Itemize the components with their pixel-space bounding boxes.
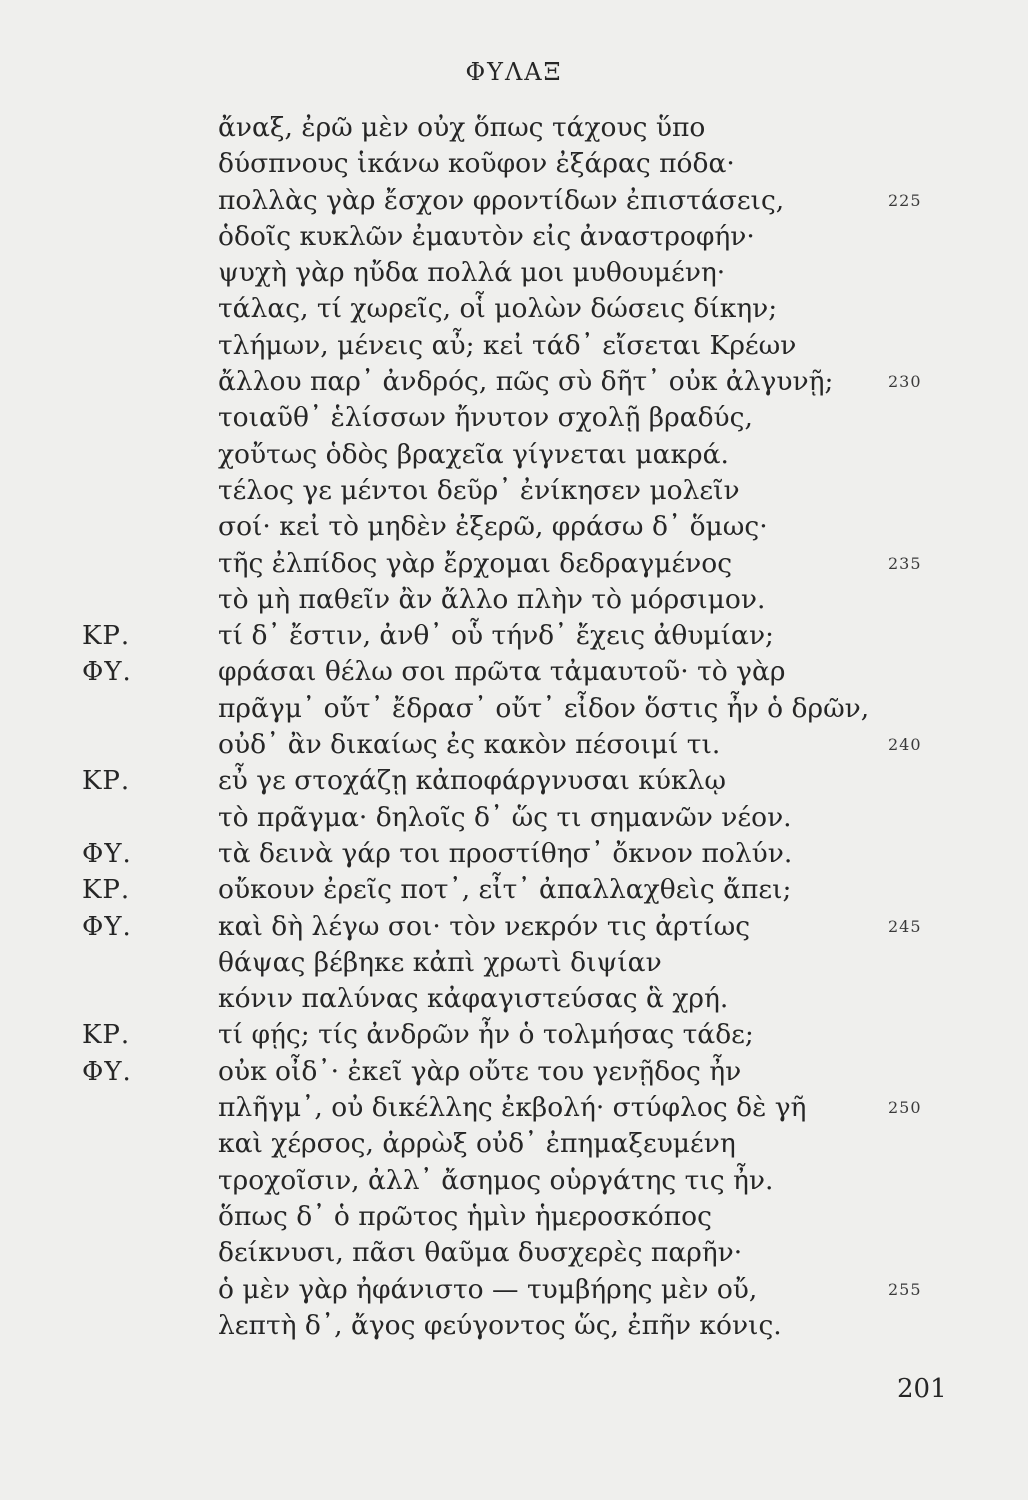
- speaker-label: ΚΡ.: [82, 1020, 131, 1051]
- verse-text: κόνιν παλύνας κἀφαγιστεύσας ἃ χρή.: [218, 983, 729, 1015]
- line-number: 230: [888, 372, 922, 392]
- verse-text: ἄλλου παρ᾽ ἀνδρός, πῶς σὺ δῆτ᾽ οὐκ ἀλγυνῇ;: [218, 366, 834, 398]
- verse-line: [0, 1017, 1028, 1053]
- verse-text: πλῆγμ᾽, οὐ δικέλλης ἐκβολή· στύφλος δὲ γῆ: [218, 1092, 807, 1124]
- verse-text: ψυχὴ γὰρ ηὔδα πολλά μοι μυθουμένη·: [218, 257, 726, 289]
- verse-text: τέλος γε μέντοι δεῦρ᾽ ἐνίκησεν μολεῖν: [218, 474, 740, 506]
- verse-line: [0, 1235, 1028, 1271]
- verse-line: [0, 1199, 1028, 1235]
- verse-line: [0, 582, 1028, 618]
- verse-text: τάλας, τί χωρεῖς, οἷ μολὼν δώσεις δίκην;: [218, 293, 778, 325]
- verse-line: [0, 291, 1028, 327]
- verse-line: [0, 255, 1028, 291]
- verse-line: [0, 146, 1028, 182]
- verse-text: ὅπως δ᾽ ὁ πρῶτος ἡμὶν ἡμεροσκόπος: [218, 1200, 712, 1232]
- verse-text: τῆς ἐλπίδος γὰρ ἔρχομαι δεδραγμένος: [218, 547, 733, 579]
- verse-text: δύσπνους ἱκάνω κοῦφον ἐξάρας πόδα·: [218, 148, 735, 180]
- verse-text: δείκνυσι, πᾶσι θαῦμα δυσχερὲς παρῆν·: [218, 1237, 743, 1269]
- verse-text: πολλὰς γὰρ ἔσχον φροντίδων ἐπιστάσεις,: [218, 184, 785, 216]
- verse-line: [0, 691, 1028, 727]
- line-number: 250: [888, 1098, 922, 1118]
- verse-line: [0, 727, 1028, 763]
- verse-line: [0, 1272, 1028, 1308]
- verse-text: οὐκ οἶδ᾽· ἐκεῖ γὰρ οὔτε του γενῇδος ἦν: [218, 1055, 742, 1087]
- verse-text: ἄναξ, ἐρῶ μὲν οὐχ ὅπως τάχους ὕπο: [218, 112, 706, 143]
- verse-line: [0, 1126, 1028, 1162]
- verse-line: [0, 473, 1028, 509]
- verse-line: [0, 400, 1028, 436]
- verse-text: φράσαι θέλω σοι πρῶτα τἀμαυτοῦ· τὸ γὰρ: [218, 656, 786, 688]
- verse-text: ὁ μὲν γὰρ ἠφάνιστο — τυμβήρης μὲν οὔ,: [218, 1273, 758, 1305]
- verse-line: [0, 219, 1028, 255]
- verse-text: σοί· κεἰ τὸ μηδὲν ἐξερῶ, φράσω δ᾽ ὅμως·: [218, 511, 768, 543]
- line-number: 235: [888, 553, 922, 573]
- verse-line: [0, 654, 1028, 690]
- verse-text: τὰ δεινὰ γάρ τοι προστίθησ᾽ ὄκνον πολύν.: [218, 837, 793, 869]
- verse-text: πρᾶγμ᾽ οὔτ᾽ ἔδρασ᾽ οὔτ᾽ εἶδον ὅστις ἦν ὁ δρῶν,: [218, 692, 870, 724]
- running-header: ΦΥΛΑΞ: [465, 58, 563, 86]
- speaker-label: ΚΡ.: [82, 766, 131, 797]
- verse-text: τροχοῖσιν, ἀλλ᾽ ἄσημος οὑργάτης τις ἦν.: [218, 1164, 774, 1196]
- verse-text: οὔκουν ἐρεῖς ποτ᾽, εἶτ᾽ ἀπαλλαχθεὶς ἄπει;: [218, 874, 792, 906]
- verse-line: [0, 872, 1028, 908]
- verse-text: οὐδ᾽ ἂν δικαίως ἐς κακὸν πέσοιμί τι.: [218, 729, 721, 761]
- line-number: 240: [888, 735, 922, 755]
- verse-text: θάψας βέβηκε κἀπὶ χρωτὶ διψίαν: [218, 946, 662, 978]
- verse-text: καὶ δὴ λέγω σοι· τὸν νεκρόν τις ἀρτίως: [218, 910, 751, 942]
- verse-line: [0, 1163, 1028, 1199]
- verse-line: [0, 509, 1028, 545]
- verse-line: [0, 836, 1028, 872]
- verse-line: [0, 981, 1028, 1017]
- verse-text: καὶ χέρσος, ἀρρὼξ οὐδ᾽ ἐπημαξευμένη: [218, 1128, 736, 1160]
- speaker-label: ΦΥ.: [82, 657, 132, 688]
- verse-text: εὖ γε στοχάζῃ κἀποφάργνυσαι κύκλῳ: [218, 765, 726, 797]
- verse-line: [0, 183, 1028, 219]
- verse-text: τί δ᾽ ἔστιν, ἀνθ᾽ οὗ τήνδ᾽ ἔχεις ἀθυμίαν;: [218, 620, 774, 652]
- verse-line: [0, 1054, 1028, 1090]
- verse-text: λεπτὴ δ᾽, ἄγος φεύγοντος ὥς, ἐπῆν κόνις.: [218, 1309, 782, 1341]
- verse-text: τὸ πρᾶγμα· δηλοῖς δ᾽ ὥς τι σημανῶν νέον.: [218, 801, 792, 833]
- verse-line: [0, 763, 1028, 799]
- verse-text: τλήμων, μένεις αὖ; κεἰ τάδ᾽ εἴσεται Κρέων: [218, 329, 797, 361]
- verse-text: ὁδοῖς κυκλῶν ἐμαυτὸν εἰς ἀναστροφήν·: [218, 220, 755, 252]
- verse-line: [0, 110, 1028, 146]
- verse-line: [0, 945, 1028, 981]
- verse-text: χοὔτως ὁδὸς βραχεῖα γίγνεται μακρά.: [218, 438, 729, 470]
- verse-text: τὸ μὴ παθεῖν ἂν ἄλλο πλὴν τὸ μόρσιμον.: [218, 583, 766, 615]
- verse-line: [0, 909, 1028, 945]
- verse-line: [0, 800, 1028, 836]
- line-number: 255: [888, 1279, 922, 1299]
- verse-line: [0, 1090, 1028, 1126]
- verse-line: [0, 546, 1028, 582]
- verse-line: [0, 1308, 1028, 1344]
- line-number: 245: [888, 916, 922, 936]
- speaker-label: ΦΥ.: [82, 838, 132, 869]
- verse-line: [0, 618, 1028, 654]
- verse-text: τί φῄς; τίς ἀνδρῶν ἦν ὁ τολμήσας τάδε;: [218, 1019, 754, 1051]
- verse-line: [0, 364, 1028, 400]
- line-number: 225: [888, 190, 922, 210]
- speaker-label: ΚΡ.: [82, 875, 131, 906]
- verse-block: [0, 110, 1028, 1344]
- speaker-label: ΦΥ.: [82, 1056, 132, 1087]
- page-number: 201: [897, 1374, 947, 1404]
- verse-text: τοιαῦθ᾽ ἑλίσσων ἤνυτον σχολῇ βραδύς,: [218, 402, 753, 434]
- verse-line: [0, 328, 1028, 364]
- speaker-label: ΚΡ.: [82, 621, 131, 652]
- speaker-label: ΦΥ.: [82, 911, 132, 942]
- verse-line: [0, 437, 1028, 473]
